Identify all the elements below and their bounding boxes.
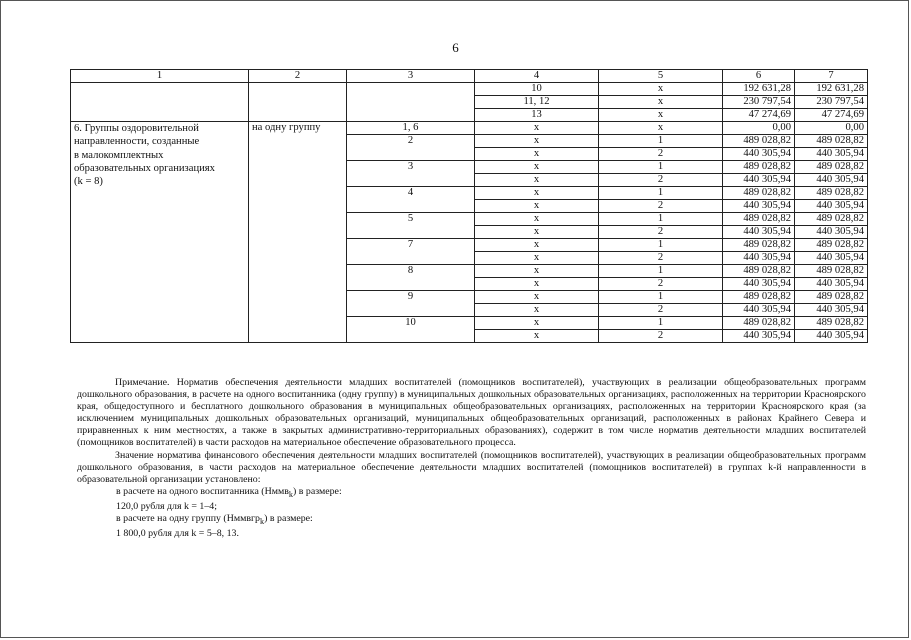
note-paragraph-2: Значение норматива финансового обеспечения деятельности младших воспитателей (помощников воспитателей), участвующих в реализации общеобразовательных программ дошкольного образования, в части расходов на материальное обеспечение деятельности младших воспитателей (помощников воспитателей) в группах k-й направленности в образовательной организации установлено: [77,449,866,485]
table-cell: х [475,278,599,291]
table-row [71,83,868,96]
table-cell: х [475,187,599,200]
subgroup-code: 9 [347,291,475,317]
note-line-3-tail: ) в размере: [264,513,313,524]
table-cell: 2 [599,200,723,213]
table-cell: 489 028,82 [795,135,868,148]
table-cell: 10 [475,83,599,96]
note-line-1-subscript: k [288,489,294,499]
table-cell: 230 797,54 [723,96,795,109]
table-cell: 489 028,82 [795,317,868,330]
note-block [77,377,866,540]
table-cell: 440 305,94 [723,226,795,239]
column-header: 7 [795,70,868,83]
table-cell: х [475,161,599,174]
table-cell: 489 028,82 [723,239,795,252]
table-cell: х [475,122,599,135]
table-cell: х [475,265,599,278]
table-cell: 489 028,82 [723,135,795,148]
table-cell: х [475,148,599,161]
group-title-line: (k = 8) [74,176,103,188]
note-line-per-child [77,486,866,501]
table-cell: 489 028,82 [795,187,868,200]
table-cell: 2 [599,330,723,343]
note-line-1-text: в расчете на одного воспитанника (Нммв [116,485,289,497]
table-row [71,122,868,135]
note-line-rate-1: 120,0 рубля для k = 1–4; [116,500,217,512]
table-cell: х [475,200,599,213]
subgroup-code: 10 [347,317,475,343]
table-cell: 1 [599,135,723,148]
table-cell: 1, 6 [347,122,475,135]
empty-cell [347,83,475,122]
table-cell: 1 [599,187,723,200]
table-cell: 440 305,94 [723,330,795,343]
column-header: 2 [249,70,347,83]
table-cell: х [475,291,599,304]
subgroup-code: 4 [347,187,475,213]
subgroup-code: 5 [347,213,475,239]
note-line-3-subscript: k [260,516,265,526]
empty-cell [249,83,347,122]
table-cell: 47 274,69 [795,109,868,122]
table-cell: 440 305,94 [795,174,868,187]
table-cell: 440 305,94 [795,226,868,239]
column-header: 3 [347,70,475,83]
table-cell: 47 274,69 [723,109,795,122]
table-cell: 489 028,82 [795,161,868,174]
table-cell: 489 028,82 [723,187,795,200]
subgroup-code: 2 [347,135,475,161]
table-cell: 1 [599,317,723,330]
table-cell: 440 305,94 [795,252,868,265]
group-title [71,122,249,343]
table-cell: 11, 12 [475,96,599,109]
table-cell: х [475,239,599,252]
note-line-3-text: в расчете на одну группу (Нммвгр [116,513,260,524]
table-cell: 440 305,94 [795,304,868,317]
table-cell: 1 [599,291,723,304]
table-cell: 2 [599,304,723,317]
group-title-line: образовательных организациях [74,162,215,174]
tariff-table [70,69,868,343]
column-header: 6 [723,70,795,83]
table-cell: х [475,213,599,226]
table-cell: 440 305,94 [795,278,868,291]
table-cell: 489 028,82 [723,317,795,330]
table-cell: 489 028,82 [723,291,795,304]
table-cell: х [599,109,723,122]
table-cell: 2 [599,226,723,239]
group-title-line: 6. Группы оздоровительной [74,123,199,134]
table-cell: х [475,174,599,187]
table-cell: 440 305,94 [723,200,795,213]
column-header: 5 [599,70,723,83]
table-cell: 2 [599,148,723,161]
subgroup-code: 8 [347,265,475,291]
column-header: 1 [71,70,249,83]
table-cell: 489 028,82 [795,291,868,304]
table-cell: 440 305,94 [795,148,868,161]
table-cell: 440 305,94 [723,148,795,161]
table-cell: 2 [599,174,723,187]
table-cell: 0,00 [723,122,795,135]
table-cell: 192 631,28 [723,83,795,96]
table-cell: 1 [599,161,723,174]
table-cell: 489 028,82 [795,239,868,252]
table-cell: х [475,135,599,148]
table-cell: 440 305,94 [723,174,795,187]
table-cell: 440 305,94 [723,278,795,291]
table-cell: 2 [599,252,723,265]
note-line-rate-2: 1 800,0 рубля для k = 5–8, 13. [116,528,239,540]
table-cell: 440 305,94 [795,200,868,213]
table-cell: х [599,122,723,135]
table-cell: х [475,330,599,343]
table-cell: 1 [599,265,723,278]
table-cell: х [475,317,599,330]
table-cell: х [599,96,723,109]
table-cell: 13 [475,109,599,122]
table-cell: 489 028,82 [723,161,795,174]
table-cell: 440 305,94 [795,330,868,343]
table-cell: 1 [599,213,723,226]
group-unit: на одну группу [249,122,347,343]
table-cell: 192 631,28 [795,83,868,96]
subgroup-code: 3 [347,161,475,187]
page-number: 6 [452,40,459,55]
table-cell: 440 305,94 [723,304,795,317]
group-title-line: направленности, созданные [74,136,200,148]
table-cell: 489 028,82 [723,213,795,226]
table-cell: х [475,226,599,239]
table-cell: 230 797,54 [795,96,868,109]
empty-cell [71,83,249,122]
table-cell: х [475,304,599,317]
subgroup-code: 7 [347,239,475,265]
note-line-1-tail: ) в размере: [293,485,342,497]
header-row [71,70,868,83]
note-line-per-group [77,513,866,528]
table-cell: 489 028,82 [795,213,868,226]
group-title-line: в малокомплектных [74,149,164,161]
table-cell: 489 028,82 [723,265,795,278]
table-cell: х [599,83,723,96]
table-cell: 489 028,82 [795,265,868,278]
table-cell: х [475,252,599,265]
table-cell: 2 [599,278,723,291]
table-cell: 1 [599,239,723,252]
note-paragraph-1: Примечание. Норматив обеспечения деятельности младших воспитателей (помощников воспитателей), участвующих в реализации общеобразовательных программ дошкольного образования, в расчете на одного воспитанника (одну группу) в муниципальных дошкольных образовательных организациях, расположенных на территории Красноярского края, общедоступного и бесплатного дошкольного образования в муниципальных общеобразовательных организациях, расположенных на территории Красноярского края (за исключением муниципальных дошкольных образовательных организаций, муниципальных общеобразовательных организаций, расположенных в районах Крайнего Севера и приравненных к ним местностях, а также в закрытых административно-территориальных образованиях), содержит в том числе норматив деятельности младших воспитателей (помощников воспитателей) в части расходов на материальное обеспечение образовательного процесса. [77,377,866,449]
table-cell: 0,00 [795,122,868,135]
column-header: 4 [475,70,599,83]
table-cell: 440 305,94 [723,252,795,265]
